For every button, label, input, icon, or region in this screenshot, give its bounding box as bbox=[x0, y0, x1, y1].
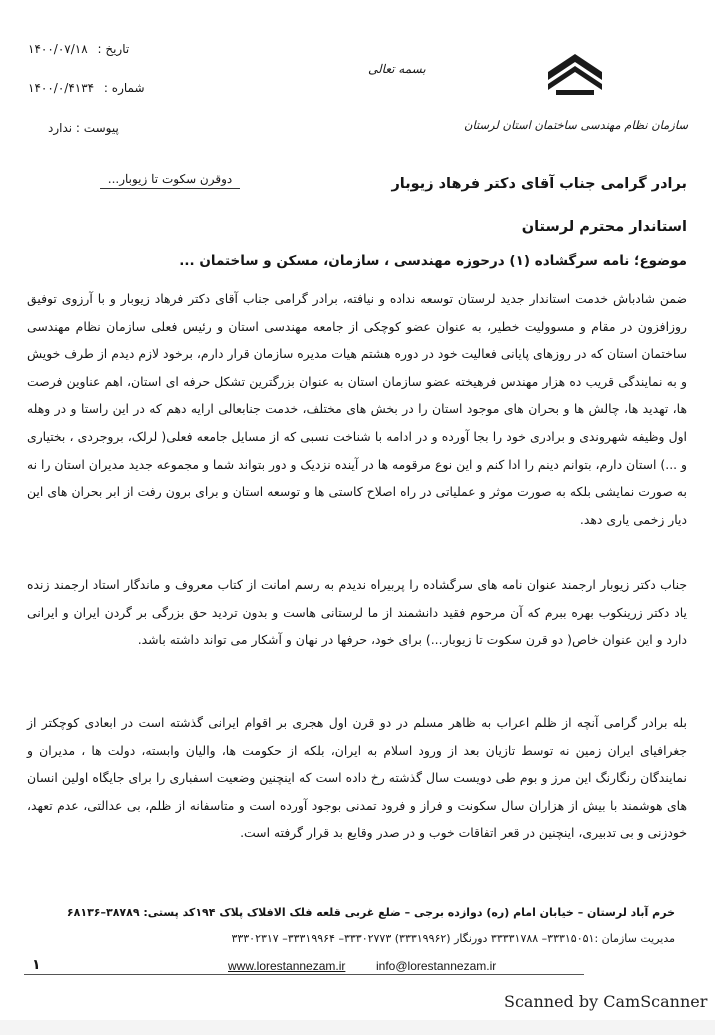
recipient-title: استاندار محترم لرستان bbox=[521, 219, 687, 235]
scanner-strip bbox=[0, 1020, 715, 1035]
margin-note bbox=[100, 172, 240, 186]
paragraph-2 bbox=[27, 571, 687, 654]
page-number: ۱ bbox=[32, 957, 41, 973]
attachment-line: پیوست : ندارد bbox=[48, 121, 119, 135]
number-label: شماره : bbox=[103, 81, 145, 95]
date-line bbox=[28, 42, 129, 56]
organization-logo-icon bbox=[540, 50, 610, 96]
paragraph-1 bbox=[27, 285, 687, 533]
website-link[interactable]: www.lorestannezam.ir bbox=[228, 959, 346, 973]
number-value: ۱۴۰۰/۰/۴۱۳۴ bbox=[28, 81, 95, 95]
footer-phones: مدیریت سازمان :۳۳۳۱۵۰۵۱– ۳۳۳۳۱۷۸۸ دورنگار (۳۳۳۱۹۹۶۲) ۳۳۳۰۲۷۷۳– ۳۳۳۱۹۹۶۴– ۳۳۳۰۲۳۱۷ bbox=[231, 932, 675, 945]
salutation: برادر گرامی جناب آقای دکتر فرهاد زیوبار bbox=[391, 176, 687, 192]
paragraph-3 bbox=[27, 709, 687, 847]
paragraph-3-text: بله برادر گرامی آنچه از ظلم اعراب به ظاهر مسلم در دو قرن اول هجری بر اقوام ایرانی گذشته است در ابعادی کوچکتر از جغرافیای ایران زمین نه توسط تازیان بعد از ورود اسلام به ایران، بلکه از حکومت ها، والیان وابسته، دولت ها ، مدیران و نمایندگان رنگارنگ این مرز و بوم طی دویست سال گذشته رخ داده است که اینچنین وضعیت اسفباری را برای جایگاه اولین انسان های هوشمند با بیش از هزاران سال سکونت و فراز و فرود تمدنی بوجود آورده است و متاسفانه از ظلم، بی عدالتی، عدم تعهد، خودزنی و بی تدبیری، اینچنین در قعر اتفاقات خوب و در صدر وقایع بد قرار گرفته است. bbox=[27, 715, 687, 841]
margin-note-text: دوقرن سکوت تا زیوبار... bbox=[107, 172, 233, 186]
footer-divider bbox=[24, 974, 584, 975]
basmala: بسمه تعالی bbox=[368, 62, 426, 76]
date-value: ۱۴۰۰/۰۷/۱۸ bbox=[28, 42, 88, 56]
number-line bbox=[28, 81, 145, 95]
paragraph-1-text: ضمن شادباش خدمت استاندار جدید لرستان توسعه نداده و نیافته، برادر گرامی جناب آقای دکتر فرهاد زیوبار و با آرزوی توفیق روزافزون در مقام و مسوولیت خطیر، به عنوان عضو کوچکی از جامعه مهندسی استان و رئیس فعلی سازمان نظام مهندسی ساختمان استان که در روزهای پایانی فعالیت خود در دوره هشتم هیات مدیره سازمان قرار دارم، برخود لازم دیدم از طرف خویش و به نمایندگی قریب ده هزار مهندس فرهیخته عضو سازمان استان به عنوان بزرگترین تشکل حرفه ای استان، اهم عناوین فرصت ها، تهدید ها، چالش ها و بحران های موجود استان را در بخش های مختلف، خدمت جنابعالی ارایه دهم که در این راستا و در وهله اول وظیفه شهروندی و برادری خود را بجا آورده و در ادامه با شناخت نسبی که از مسایل جامعه فعلی( لرلک، بروجردی ، بختیاری و ...) استان دارم، بتوانم دینم را ادا کنم و این نوع مرقومه ها در آینده نزدیک و دور بتواند شما و مجموعه جدید مدیران استان را نه به صورت نمایشی بلکه به صورت موثر و عملیاتی در راه اصلاح کاستی ها و توسعه استان و برای برون رفت از ابر بحران های این دیار زخمی یاری دهد. bbox=[27, 291, 687, 527]
email-link[interactable]: info@lorestannezam.ir bbox=[376, 959, 497, 973]
date-label: تاریخ : bbox=[97, 42, 130, 56]
footer-address: خرم آباد لرستان – خیابان امام (ره) دوازده برجی – ضلع غربی قلعه فلک الافلاک پلاک ۱۹۴کد پستی: ۳۸۷۸۹–۶۸۱۳۶ bbox=[66, 906, 675, 919]
scanner-watermark: Scanned by CamScanner bbox=[504, 992, 708, 1011]
organization-name: سازمان نظام مهندسی ساختمان استان لرستان bbox=[464, 118, 688, 132]
subject-line: موضوع؛ نامه سرگشاده (۱) درحوزه مهندسی ، سازمان، مسکن و ساختمان ... bbox=[179, 253, 687, 269]
paragraph-2-text: جناب دکتر زیوبار ارجمند عنوان نامه های سرگشاده را پربیراه ندیدم به رسم امانت از کتاب معروف و ماندگار استاد ارجمند زنده یاد دکتر زرینکوب بهره ببرم که آن مرحوم فقید دانشمند از ما لرستانی هاست و بدون تردید حق بزرگی بر گردن ایران و ایرانی دارد و این عنوان خاص( دو قرن سکوت تا زیوبار...) برای خود، حرفها در نهان و آشکار می تواند داشته باشد. bbox=[27, 577, 687, 648]
